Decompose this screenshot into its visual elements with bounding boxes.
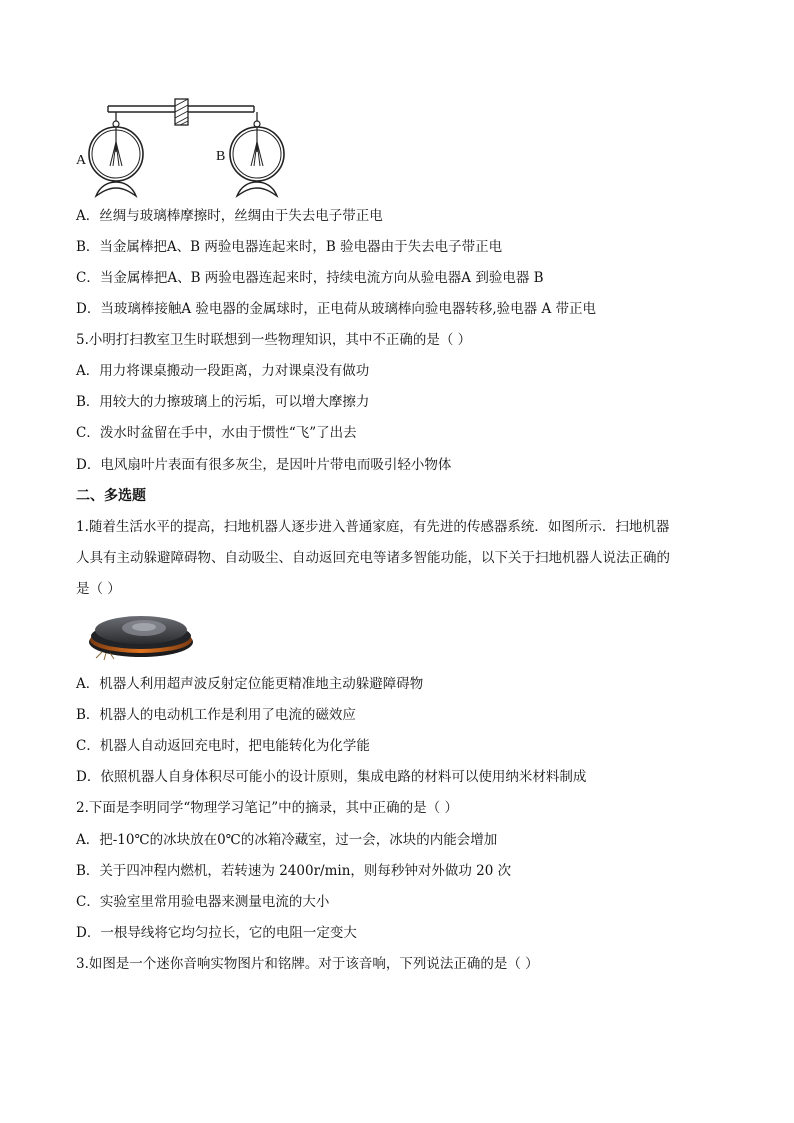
m2-option-c: C．实验室里常用验电器来测量电流的大小 — [76, 894, 330, 910]
m1-stem-line-2: 人具有主动躲避障碍物、自动吸尘、自动返回充电等诸多智能功能，以下关于扫地机器人说法正确的 — [76, 550, 670, 566]
m1-option-c: C．机器人自动返回充电时，把电能转化为化学能 — [76, 738, 370, 754]
q5-stem: 5.小明打扫教室卫生时联想到一些物理知识，其中不正确的是（ ） — [76, 332, 472, 348]
q5-option-b: B．用较大的力擦玻璃上的污垢，可以增大摩擦力 — [76, 394, 370, 410]
m2-option-a: A．把-10℃的冰块放在0℃的冰箱冷藏室，过一会，冰块的内能会增加 — [76, 832, 498, 848]
q4-option-d: D．当玻璃棒接触A 验电器的金属球时，正电荷从玻璃棒向验电器转移,验电器 A 带正电 — [76, 301, 596, 317]
electroscope-a-icon — [89, 112, 143, 196]
q4-option-a: A．丝绸与玻璃棒摩擦时，丝绸由于失去电子带正电 — [76, 208, 383, 224]
electroscope-figure — [72, 96, 312, 200]
m2-option-b: B．关于四冲程内燃机，若转速为 2400r/min，则每秒钟对外做功 20 次 — [76, 863, 512, 879]
m1-stem-line-1: 1.随着生活水平的提高，扫地机器人逐步进入普通家庭，有先进的传感器系统．如图所示．扫地机器 — [76, 519, 670, 535]
q5-option-c: C．泼水时盆留在手中，水由于惯性“飞”了出去 — [76, 425, 357, 441]
q4-option-c: C．当金属棒把A、B 两验电器连起来时，持续电流方向从验电器A 到验电器 B — [76, 270, 544, 286]
m1-option-a: A．机器人利用超声波反射定位能更精准地主动躲避障碍物 — [76, 676, 424, 692]
section-heading-multiple-choice: 二、多选题 — [76, 488, 146, 504]
q5-option-a: A．用力将课桌搬动一段距离，力对课桌没有做功 — [76, 363, 370, 379]
m1-option-d: D．依照机器人自身体积尽可能小的设计原则，集成电路的材料可以使用纳米材料制成 — [76, 769, 587, 785]
m2-option-d: D．一根导线将它均匀拉长，它的电阻一定变大 — [76, 925, 357, 941]
m2-stem: 2.下面是李明同学“物理学习笔记”中的摘录，其中正确的是（ ） — [76, 800, 458, 816]
robot-vacuum-icon — [86, 606, 196, 664]
m1-stem-line-3: 是（ ） — [76, 581, 121, 597]
label-a: A — [76, 153, 87, 168]
electroscope-b-icon — [230, 112, 284, 196]
q4-option-b: B．当金属棒把A、B 两验电器连起来时，B 验电器由于失去电子带正电 — [76, 239, 503, 255]
m1-option-b: B．机器人的电动机工作是利用了电流的磁效应 — [76, 707, 356, 723]
insulated-handle-icon — [175, 99, 188, 125]
q5-option-d: D．电风扇叶片表面有很多灰尘，是因叶片带电而吸引轻小物体 — [76, 457, 452, 473]
label-b: B — [216, 149, 226, 164]
m3-stem: 3.如图是一个迷你音响实物图片和铭牌。对于该音响，下列说法正确的是（ ） — [76, 956, 539, 972]
